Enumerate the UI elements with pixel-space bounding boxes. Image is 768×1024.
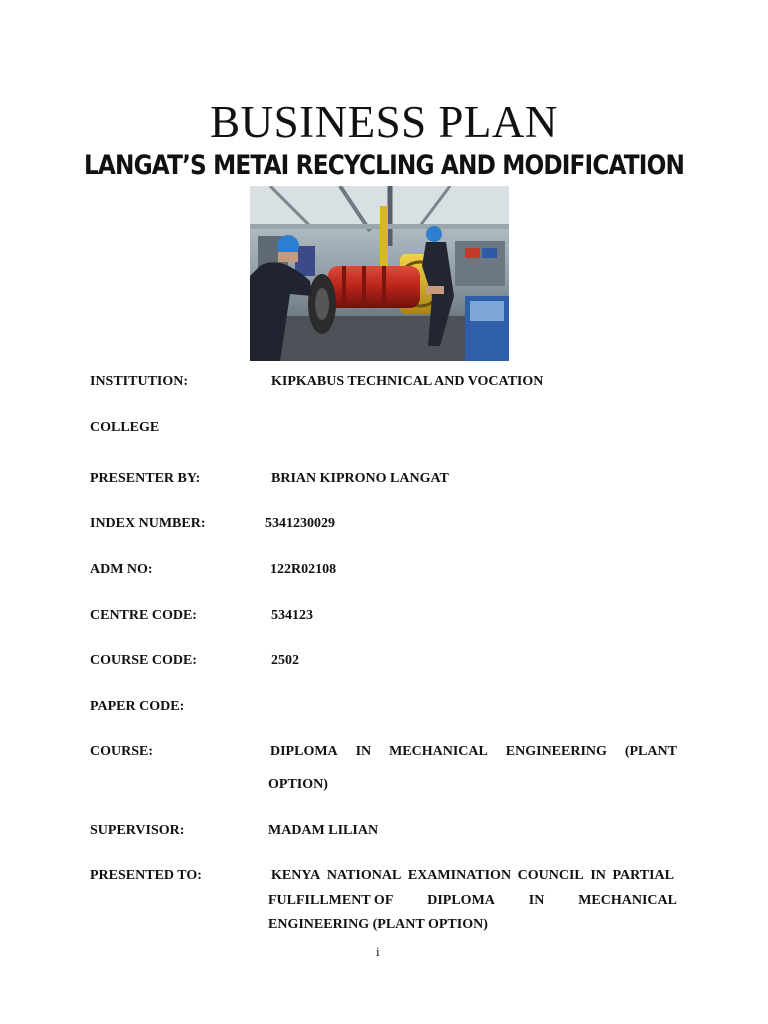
course-word: IN [355, 744, 372, 759]
document-subtitle: LANGAT’S METAI RECYCLING AND MODIFICATION [83, 150, 685, 181]
institution-value-continued: COLLEGE [90, 420, 160, 435]
presented-to-word: FULFILLMENT OF [268, 893, 394, 908]
presented-to-line-1 [271, 868, 674, 884]
paper-code-label: PAPER CODE: [90, 699, 185, 714]
presented-to-label: PRESENTED TO: [90, 868, 202, 883]
adm-no-label: ADM NO: [90, 562, 153, 577]
presented-to-word: IN [590, 868, 606, 883]
document-title: BUSINESS PLAN [210, 97, 558, 147]
course-value-line-1 [270, 744, 677, 760]
index-number-value: 5341230029 [265, 516, 335, 531]
presented-to-word: MECHANICAL [578, 893, 677, 908]
course-code-value: 2502 [271, 653, 299, 668]
supervisor-label: SUPERVISOR: [90, 823, 185, 838]
page-number: i [376, 944, 380, 959]
presented-to-word: PARTIAL [612, 868, 674, 883]
index-number-label: INDEX NUMBER: [90, 516, 206, 531]
course-label: COURSE: [90, 744, 154, 759]
presented-to-word: IN [528, 893, 545, 908]
presented-to-word: EXAMINATION [407, 868, 512, 883]
presented-to-word: DIPLOMA [427, 893, 495, 908]
course-value-line-2: OPTION) [268, 777, 328, 792]
presented-to-word: KENYA [271, 868, 321, 883]
institution-label: INSTITUTION: [90, 374, 189, 389]
presenter-value: BRIAN KIPRONO LANGAT [271, 471, 449, 486]
presenter-label: PRESENTER BY: [90, 471, 201, 486]
course-code-label: COURSE CODE: [90, 653, 197, 668]
presented-to-word: COUNCIL [517, 868, 584, 883]
course-word: (PLANT [624, 744, 677, 759]
course-word: ENGINEERING [505, 744, 607, 759]
institution-value: KIPKABUS TECHNICAL AND VOCATION [271, 374, 544, 389]
presented-to-word: NATIONAL [326, 868, 402, 883]
presented-to-line-3: ENGINEERING (PLANT OPTION) [268, 917, 488, 932]
supervisor-value: MADAM LILIAN [268, 823, 379, 838]
adm-no-value: 122R02108 [270, 562, 337, 577]
course-word: MECHANICAL [389, 744, 488, 759]
workshop-illustration [250, 186, 509, 361]
workshop-photo [250, 186, 509, 361]
centre-code-value: 534123 [271, 608, 313, 623]
presented-to-line-2 [268, 893, 677, 909]
course-word: DIPLOMA [270, 744, 338, 759]
centre-code-label: CENTRE CODE: [90, 608, 197, 623]
